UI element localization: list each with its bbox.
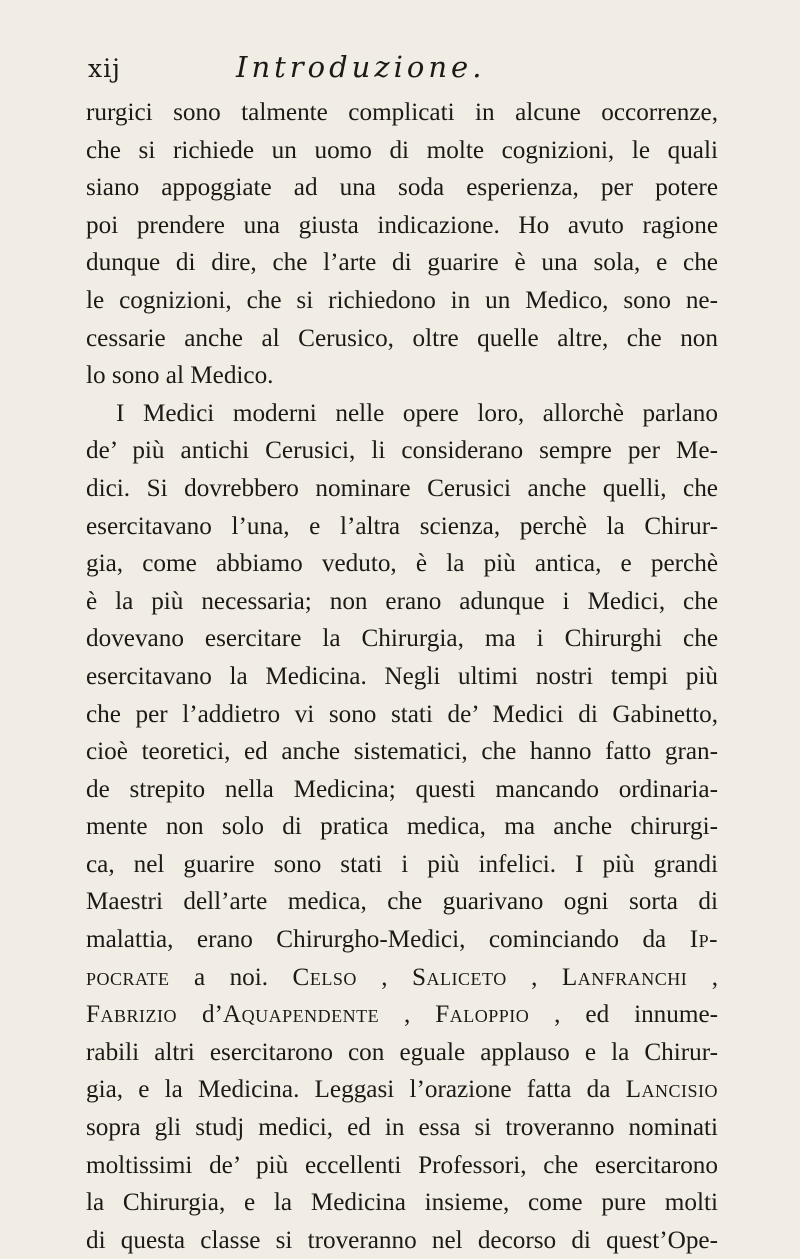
text-line: Maestri dell’arte medica, che guarivano ogni sorta di: [86, 888, 718, 916]
text-line: [86, 1071, 718, 1109]
page-header: [88, 48, 712, 94]
author-name: Lanfranchi: [561, 963, 688, 991]
author-name: Saliceto: [412, 963, 507, 991]
text-line: di questa classe si troveranno nel decorso di quest’Ope-: [86, 1226, 718, 1254]
text-segment: ed innume-: [585, 1001, 718, 1029]
author-name: Faloppio: [435, 1001, 530, 1029]
author-name: Celso: [292, 963, 357, 991]
text-line: de’ più antichi Cerusici, li considerano sempre per Me-: [86, 437, 718, 465]
text-line: sopra gli studj medici, ed in essa si troveranno nominati: [86, 1114, 718, 1142]
running-title: Introduzione.: [236, 50, 486, 84]
text-line: siano appoggiate ad una soda esperienza, per potere: [86, 174, 718, 202]
text-line: de strepito nella Medicina; questi mancando ordinaria-: [86, 775, 718, 803]
text-line: moltissimi de’ più eccellenti Professori, che esercitarono: [86, 1151, 718, 1179]
text-line: lo sono al Medico.: [86, 362, 274, 390]
body-text: [86, 94, 718, 1259]
text-segment: d’: [201, 1001, 223, 1029]
text-line: gia, come abbiamo veduto, è la più antica, e perchè: [86, 550, 718, 578]
author-name: Aquapendente: [222, 1001, 380, 1029]
text-segment: a noi.: [193, 963, 269, 991]
text-line: che si richiede un uomo di molte cognizioni, le quali: [86, 136, 718, 164]
text-line: dici. Si dovrebbero nominare Cerusici anche quelli, che: [86, 474, 718, 502]
text-line: [86, 921, 718, 959]
text-line: la Chirurgia, e la Medicina insieme, come pure molti: [86, 1189, 718, 1217]
text-line: le cognizioni, che si richiedono in un Medico, sono ne-: [86, 286, 718, 314]
text-line: dovevano esercitare la Chirurgia, ma i Chirurghi che: [86, 625, 718, 653]
page-number: xij: [88, 54, 121, 83]
text-line: cioè teoretici, ed anche sistematici, che hanno fatto gran-: [86, 738, 718, 766]
text-line: Fabrizio d’Aquapendente , Faloppio , ed innume-: [86, 1001, 718, 1029]
author-name: Lancisio: [625, 1076, 718, 1104]
text-line: dunque di dire, che l’arte di guarire è una sola, e che: [86, 249, 718, 277]
author-name: pocrate: [86, 963, 170, 991]
text-segment: malattia, erano Chirurgho-Medici, cominciando da: [86, 926, 667, 954]
text-line: cessarie anche al Cerusico, oltre quelle altre, che non: [86, 324, 718, 352]
text-line: è la più necessaria; non erano adunque i Medici, che: [86, 587, 718, 615]
text-line: esercitavano la Medicina. Negli ultimi nostri tempi più: [86, 662, 718, 690]
author-name: Ip-: [689, 926, 718, 954]
text-line: mente non solo di pratica medica, ma anche chirurgi-: [86, 813, 718, 841]
text-line: che per l’addietro vi sono stati de’ Medici di Gabinetto,: [86, 700, 718, 728]
text-line: esercitavano l’una, e l’altra scienza, perchè la Chirur-: [86, 512, 718, 540]
text-line: rurgici sono talmente complicati in alcune occorrenze,: [86, 99, 718, 126]
paragraph-start-line: I Medici moderni nelle opere loro, allorchè parlano: [116, 399, 718, 427]
text-segment: gia, e la Medicina. Leggasi l’orazione fatta da: [86, 1076, 611, 1104]
text-line: ca, nel guarire sono stati i più infelici. I più grandi: [86, 850, 718, 878]
text-line: rabili altri esercitarono con eguale applauso e la Chirur-: [86, 1038, 718, 1066]
text-line: poi prendere una giusta indicazione. Ho avuto ragione: [86, 211, 718, 239]
author-name: Fabrizio: [86, 1001, 178, 1029]
text-line: pocrate a noi. Celso , Saliceto , Lanfranchi ,: [86, 963, 718, 991]
